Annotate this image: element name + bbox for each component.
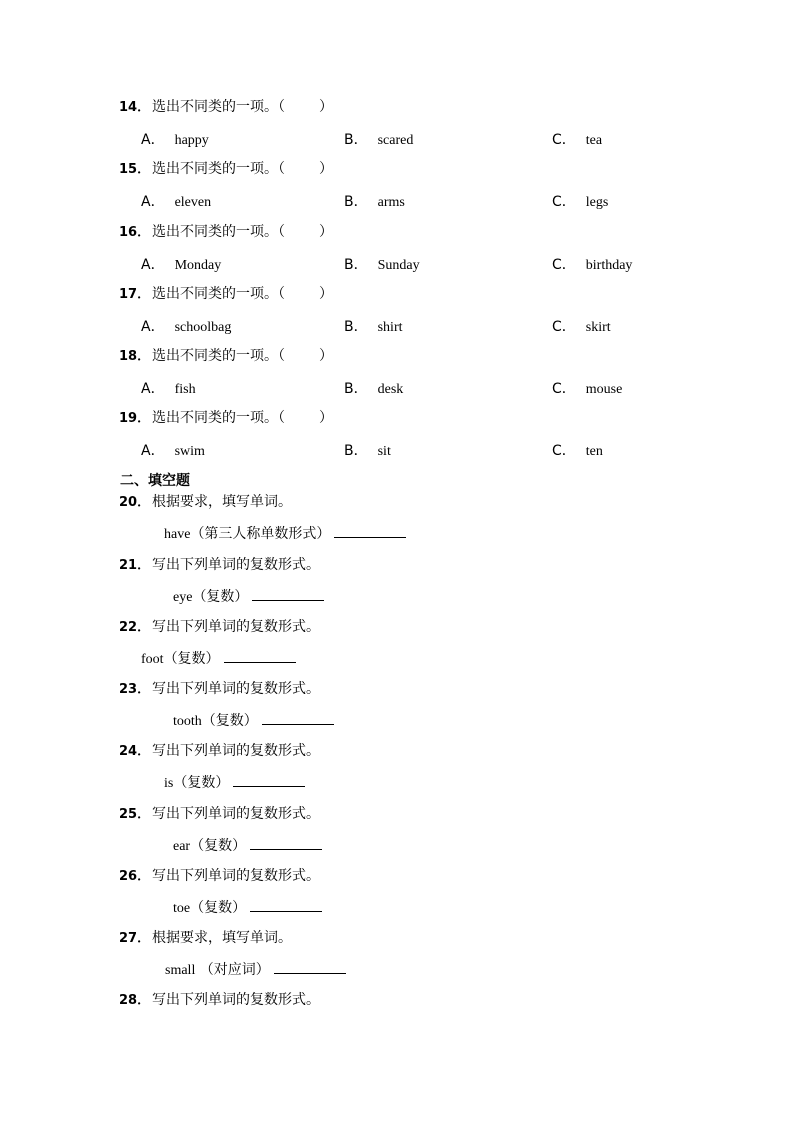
question-15 [0,158,794,182]
question-number: 16． [119,225,151,240]
section-title: 二、填空题 [120,473,190,489]
fill-prompt: eye（复数） [173,586,324,606]
question-19 [0,407,794,431]
question-28 [0,989,794,1013]
options-14 [0,129,794,153]
option-c: C． skirt [552,319,611,335]
question-text: 选出不同类的一项。（ ） [152,286,333,302]
question-text: 写出下列单词的复数形式。 [152,992,320,1008]
option-b: B． desk [344,381,404,397]
fill-line-25 [0,835,794,859]
options-15 [0,191,794,215]
answer-blank[interactable] [233,772,305,787]
question-25 [0,803,794,827]
question-24 [0,740,794,764]
fill-prompt: is（复数） [164,772,305,792]
question-text: 写出下列单词的复数形式。 [152,681,320,697]
question-26 [0,865,794,889]
question-number: 19． [119,411,151,426]
answer-blank[interactable] [250,835,322,850]
options-19 [0,440,794,464]
option-c: C． birthday [552,257,633,273]
question-text: 选出不同类的一项。（ ） [152,348,333,364]
fill-prompt: tooth（复数） [173,710,334,730]
option-b: B． scared [344,132,414,148]
question-number: 15． [119,162,151,177]
fill-prompt: foot（复数） [141,648,296,668]
answer-blank[interactable] [252,586,324,601]
question-number: 14． [119,100,151,115]
option-b: B． Sunday [344,257,420,273]
fill-line-20 [0,523,794,547]
option-c: C． legs [552,194,609,210]
fill-line-24 [0,772,794,796]
fill-prompt: toe（复数） [173,897,322,917]
fill-line-21 [0,586,794,610]
question-text: 根据要求，填写单词。 [152,930,292,946]
question-text: 写出下列单词的复数形式。 [152,806,320,822]
question-text: 选出不同类的一项。（ ） [152,99,333,115]
question-20 [0,491,794,515]
question-text: 根据要求，填写单词。 [152,494,292,510]
fill-line-26 [0,897,794,921]
option-c: C． tea [552,132,603,148]
option-b: B． shirt [344,319,403,335]
options-18 [0,378,794,402]
question-text: 写出下列单词的复数形式。 [152,619,320,635]
option-a: A． schoolbag [141,319,232,335]
fill-prompt: small （对应词） [165,959,346,979]
question-number: 22． [119,620,151,635]
question-16 [0,221,794,245]
fill-line-23 [0,710,794,734]
question-number: 17． [119,287,151,302]
question-text: 写出下列单词的复数形式。 [152,868,320,884]
answer-blank[interactable] [224,648,296,663]
question-18 [0,345,794,369]
question-number: 21． [119,558,151,573]
fill-prompt: ear（复数） [173,835,322,855]
question-number: 27． [119,931,151,946]
question-text: 选出不同类的一项。（ ） [152,224,333,240]
fill-line-27 [0,959,794,983]
question-number: 28． [119,993,151,1008]
option-a: A． Monday [141,257,222,273]
question-23 [0,678,794,702]
question-14 [0,96,794,120]
question-number: 18． [119,349,151,364]
question-number: 20． [119,495,151,510]
option-c: C． mouse [552,381,623,397]
option-a: A． happy [141,132,209,148]
question-text: 选出不同类的一项。（ ） [152,161,333,177]
option-a: A． fish [141,381,196,397]
question-number: 26． [119,869,151,884]
answer-blank[interactable] [250,897,322,912]
question-21 [0,554,794,578]
options-17 [0,316,794,340]
option-a: A． swim [141,443,205,459]
answer-blank[interactable] [262,710,334,725]
question-number: 24． [119,744,151,759]
fill-line-22 [0,648,794,672]
question-17 [0,283,794,307]
question-text: 选出不同类的一项。（ ） [152,410,333,426]
option-b: B． sit [344,443,391,459]
question-number: 25． [119,807,151,822]
option-c: C． ten [552,443,603,459]
answer-blank[interactable] [274,959,346,974]
question-text: 写出下列单词的复数形式。 [152,743,320,759]
options-16 [0,254,794,278]
question-27 [0,927,794,951]
option-b: B． arms [344,194,405,210]
answer-blank[interactable] [334,523,406,538]
question-text: 写出下列单词的复数形式。 [152,557,320,573]
question-number: 23． [119,682,151,697]
fill-prompt: have（第三人称单数形式） [164,523,406,543]
option-a: A． eleven [141,194,212,210]
question-22 [0,616,794,640]
